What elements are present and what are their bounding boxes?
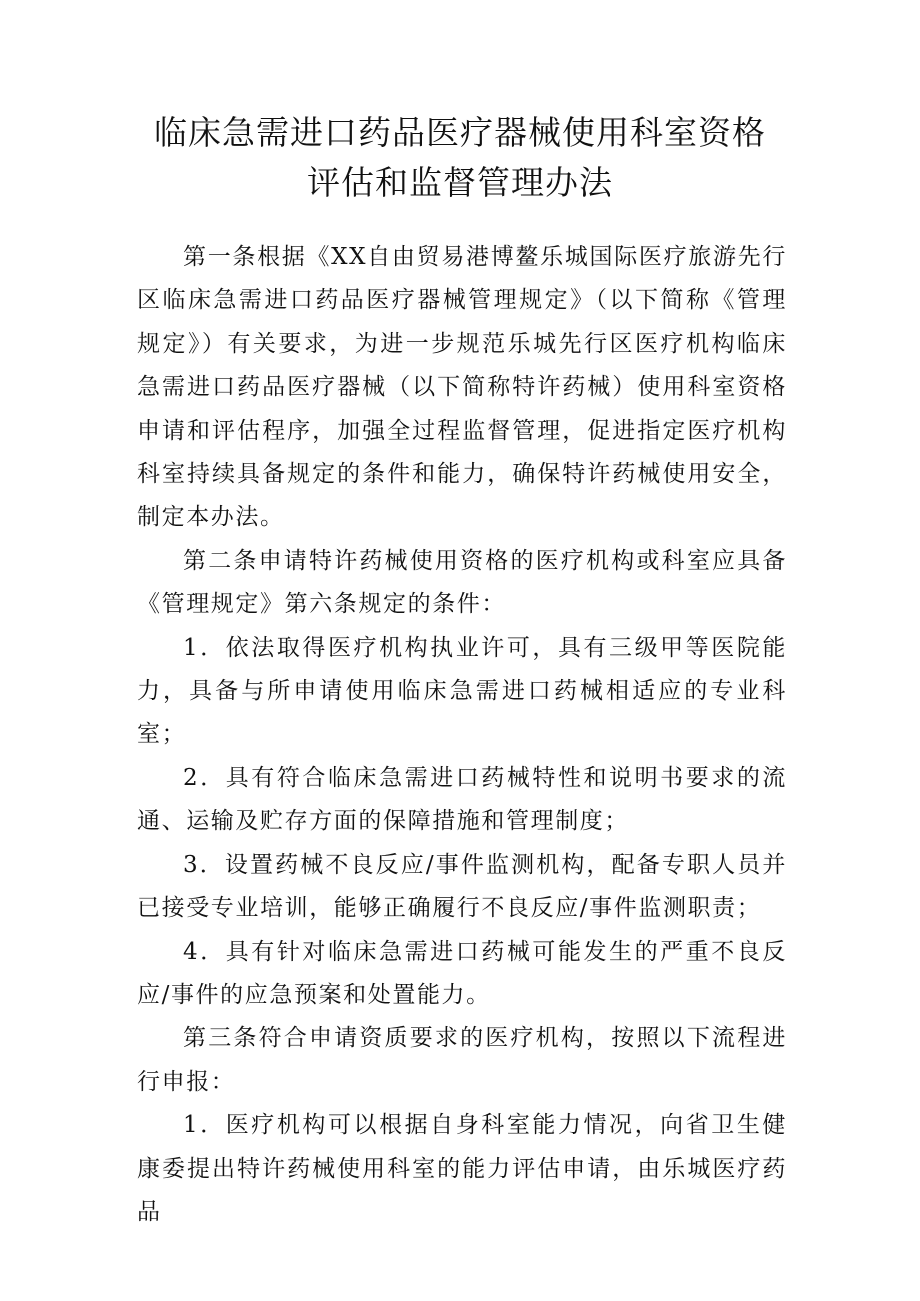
article-1-paragraph: 第一条根据《XX自由贸易港博鳌乐城国际医疗旅游先行区临床急需进口药品医疗器械管理规定》（以下简称《管理规定》）有关要求，为进一步规范乐城先行区医疗机构临床急需进口药品医疗器械（以下简称特许药械）使用科室资格申请和评估程序，加强全过程监督管理，促进指定医疗机构科室持续具备规定的条件和能力，确保特许药械使用安全，制定本办法。: [137, 244, 787, 531]
article-3-item-1: 1．医疗机构可以根据自身科室能力情况，向省卫生健康委提出特许药械使用科室的能力评估申请，由乐城医疗药品: [137, 1112, 787, 1225]
article-2-item-4: 4．具有针对临床急需进口药械可能发生的严重不良反应/事件的应急预案和处置能力。: [137, 938, 787, 1008]
title-line-1: 临床急需进口药品医疗器械使用科室资格: [154, 113, 766, 152]
document-body: [137, 236, 787, 1234]
article-3-paragraph: 第三条符合申请资质要求的医疗机构，按照以下流程进行申报：: [137, 1025, 787, 1095]
article-2-paragraph: 第二条申请特许药械使用资格的医疗机构或科室应具备《管理规定》第六条规定的条件：: [137, 547, 787, 618]
article-2-item-3: 3．设置药械不良反应/事件监测机构，配备专职人员并已接受专业培训，能够正确履行不良反应/事件监测职责；: [137, 851, 787, 922]
article-2-item-2: 2．具有符合临床急需进口药械特性和说明书要求的流通、运输及贮存方面的保障措施和管理制度；: [137, 764, 787, 835]
document-title: [120, 108, 800, 208]
article-2-item-1: 1．依法取得医疗机构执业许可，具有三级甲等医院能力，具备与所申请使用临床急需进口药械相适应的专业科室；: [137, 634, 787, 748]
title-line-2: 评估和监督管理办法: [307, 163, 613, 202]
